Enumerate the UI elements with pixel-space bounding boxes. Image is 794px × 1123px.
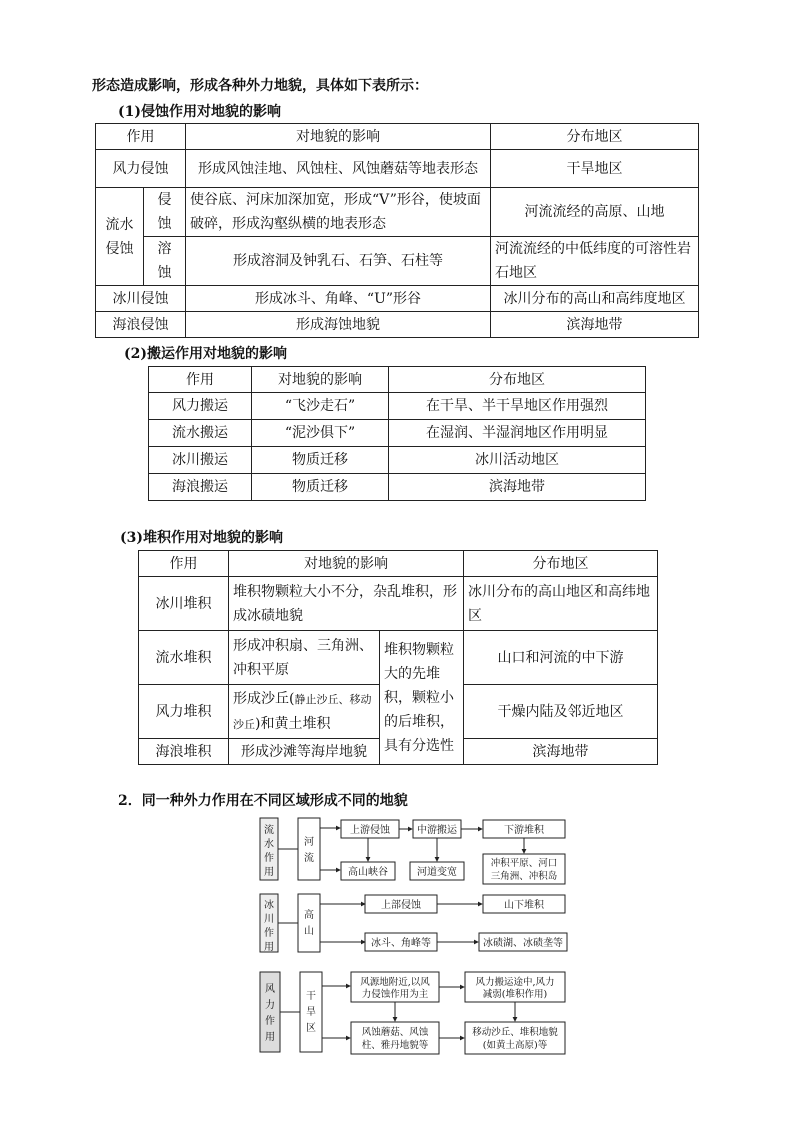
water-agent-char: 作 [264,853,274,864]
header-effect: 对地貌的影响 [186,124,491,150]
glacier-label-moraine: 冰碛湖、冰碛垄等 [483,938,563,949]
water-label-midstream: 中游搬运 [417,825,457,836]
water-label-widen: 河道变宽 [417,867,457,878]
water-deposition-area: 山口和河流的中下游 [464,631,658,685]
landform-flow-diagram [255,812,575,1062]
river-char: 河 [304,837,314,848]
wind-deposition-effect-small: 移动沙丘 [233,692,372,731]
water-agent-char: 水 [264,839,274,850]
wind-erosion-effect: 形成风蚀洼地、风蚀柱、风蚀蘑菇等地表形态 [186,150,491,188]
wave-deposition-name: 海浪堆积 [139,739,229,765]
wind-agent-char: 力 [265,1000,275,1011]
water-erosion-area2: 河流流经的中低纬度的可溶性岩石地区 [491,237,699,286]
header-action: 作用 [149,367,252,393]
wind-label-erosion-2: 柱、雅丹地貌等 [361,1040,429,1051]
glacier-agent-char: 用 [264,942,274,953]
water-erosion-effect2: 形成溶洞及钟乳石、石笋、石柱等 [186,237,491,286]
transport-row-effect: 物质迁移 [252,474,389,501]
wind-label-source-1: 风源地附近,以风 [360,977,430,988]
arid-char: 干 [306,991,316,1002]
glacier-deposition-area: 冰川分布的高山地区和高纬地区 [464,577,658,631]
water-erosion-effect1: 使谷底、河床加深加宽，形成“V”形谷，使坡面破碎，形成沟壑纵横的地表形态 [186,188,491,237]
glacier-agent-char: 冰 [264,900,274,911]
wind-label-deposit-1: 移动沙丘、堆积地貌 [472,1027,558,1038]
river-box [298,818,320,880]
wind-erosion-area: 干旱地区 [491,150,699,188]
wave-erosion-name: 海浪侵蚀 [96,312,186,338]
wind-label-source-2: 力侵蚀作用为主 [361,989,429,1000]
wind-agent-char: 风 [265,984,275,995]
water-deposition-effect: 形成冲积扇、三角洲、冲积平原 [229,631,380,685]
highland-char: 山 [304,926,314,937]
transport-row-area: 滨海地带 [389,474,646,501]
water-erosion-sub2 [144,237,186,286]
transport-row-area: 在湿润、半湿润地区作用明显 [389,420,646,447]
water-erosion-sub1-a: 侵 [157,192,172,208]
water-erosion-area1: 河流流经的高原、山地 [491,188,699,237]
wind-label-deposit-2: (如黄土高原)等 [482,1040,548,1051]
header-effect: 对地貌的影响 [252,367,389,393]
glacier-deposition-effect: 堆积物颗粒大小不分，杂乱堆积，形成冰碛地貌 [229,577,464,631]
water-erosion-name-line2: 侵蚀 [105,240,134,257]
transport-row-area: 在干旱、半干旱地区作用强烈 [389,393,646,420]
wind-agent-char: 用 [265,1032,275,1043]
wave-erosion-area: 滨海地带 [491,312,699,338]
wind-deposition-area: 干燥内陆及邻近地区 [464,685,658,739]
section2-title: 2．同一种外力作用在不同区域形成不同的地貌 [118,793,408,809]
water-erosion-name [96,188,144,286]
header-area: 分布地区 [464,551,658,577]
transport-caption: (2)搬运作用对地貌的影响 [124,346,287,362]
intro-text: 形态造成影响，形成各种外力地貌，具体如下表所示： [92,78,428,94]
glacier-agent-char: 川 [264,914,274,925]
wind-deposition-effect-main: 形成沙丘( [233,690,295,707]
transport-row-name: 风力搬运 [149,393,252,420]
transport-row-effect: 物质迁移 [252,447,389,474]
wind-label-erosion-1: 风蚀蘑菇、风蚀 [361,1027,429,1038]
wave-deposition-area: 滨海地带 [464,739,658,765]
wind-label-transport-2: 减弱(堆积作用) [482,989,548,1000]
erosion-caption: (1)侵蚀作用对地貌的影响 [118,104,281,120]
header-area: 分布地区 [491,124,699,150]
water-erosion-sub2-a: 溶 [157,241,172,257]
water-label-plains-2: 三角洲、冲积岛 [490,871,558,882]
transport-row-effect: “泥沙俱下” [252,420,389,447]
water-erosion-sub1 [144,188,186,237]
water-erosion-name-line1: 流水 [105,216,134,233]
glacier-label-cirque: 冰斗、角峰等 [371,938,431,949]
glacier-label-lower: 山下堆积 [504,900,544,911]
wind-label-transport-1: 风力搬运途中,风力 [475,977,555,988]
erosion-table [95,123,699,338]
transport-row-name: 流水搬运 [149,420,252,447]
transport-row-name: 海浪搬运 [149,474,252,501]
water-erosion-sub2-b: 蚀 [157,265,172,281]
glacier-erosion-effect: 形成冰斗、角峰、“U”形谷 [186,286,491,312]
water-label-downstream: 下游堆积 [504,825,544,836]
highland-char: 高 [304,910,314,921]
arid-char: 旱 [306,1007,316,1018]
transport-table [148,366,646,501]
wind-erosion-name: 风力侵蚀 [96,150,186,188]
wind-deposition-effect-small-pre: 静止沙丘、 [294,692,350,706]
water-deposition-name: 流水堆积 [139,631,229,685]
header-action: 作用 [96,124,186,150]
wave-erosion-effect: 形成海蚀地貌 [186,312,491,338]
header-action: 作用 [139,551,229,577]
transport-row-name: 冰川搬运 [149,447,252,474]
water-agent-char: 流 [264,825,274,836]
glacier-label-upper: 上部侵蚀 [381,900,421,911]
wind-deposition-effect [229,685,380,739]
wind-agent-char: 作 [265,1016,275,1027]
water-agent-char: 用 [264,867,274,878]
header-area: 分布地区 [389,367,646,393]
deposition-caption: (3)堆积作用对地貌的影响 [120,530,283,546]
deposition-table [138,550,658,765]
water-erosion-sub1-b: 蚀 [157,216,172,232]
water-label-gorge: 高山峡谷 [348,867,388,878]
deposition-shared-note: 堆积物颗粒大的先堆积，颗粒小的后堆积，具有分选性 [380,631,464,765]
transport-row-effect: “飞沙走石” [252,393,389,420]
water-label-upstream: 上游侵蚀 [350,825,390,836]
header-effect: 对地貌的影响 [229,551,464,577]
wind-deposition-name: 风力堆积 [139,685,229,739]
arid-char: 区 [306,1023,316,1034]
river-char: 流 [304,853,314,864]
glacier-erosion-area: 冰川分布的高山和高纬度地区 [491,286,699,312]
water-label-plains-1: 冲积平原、河口 [490,858,558,869]
glacier-deposition-name: 冰川堆积 [139,577,229,631]
wave-deposition-effect: 形成沙滩等海岸地貌 [229,739,380,765]
glacier-erosion-name: 冰川侵蚀 [96,286,186,312]
glacier-agent-char: 作 [264,928,274,939]
highland-box [298,894,320,952]
transport-row-area: 冰川活动地区 [389,447,646,474]
wind-deposition-effect-tail: )和黄土堆积 [255,715,331,732]
